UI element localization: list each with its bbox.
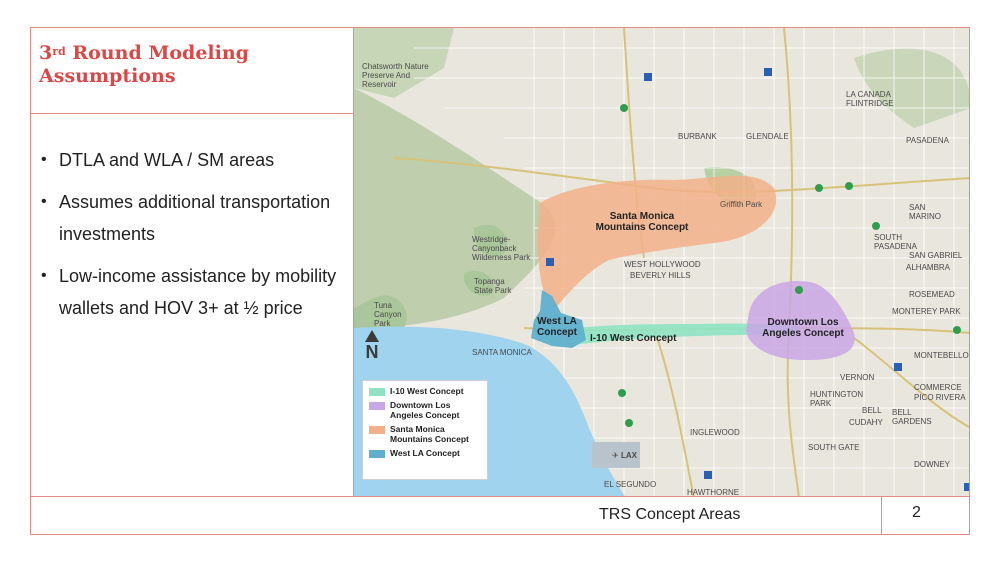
label-beverly-hills: BEVERLY HILLS xyxy=(630,271,691,280)
label-monterey-park: MONTEREY PARK xyxy=(892,307,961,316)
legend-label: Downtown Los Angeles Concept xyxy=(390,400,460,420)
title-superscript: rd xyxy=(52,45,66,58)
legend-label: I-10 West Concept xyxy=(390,386,464,396)
legend-swatch xyxy=(369,450,385,458)
label-pico-rivera: PICO RIVERA xyxy=(914,393,966,402)
footer-bar xyxy=(30,497,882,535)
bullet-item: • DTLA and WLA / SM areas xyxy=(41,144,341,176)
north-label: N xyxy=(365,342,379,362)
label-hawthorne: HAWTHORNE xyxy=(687,488,740,497)
label-south-pasadena: SOUTH PASADENA xyxy=(874,233,917,251)
north-arrow xyxy=(362,330,382,362)
label-tuna-canyon: Tuna Canyon Park xyxy=(374,301,402,328)
legend-swatch xyxy=(369,402,385,410)
label-santa-monica: SANTA MONICA xyxy=(472,348,532,357)
bullet-list xyxy=(41,144,341,334)
legend-item xyxy=(369,448,481,458)
label-huntington-park: HUNTINGTON PARK xyxy=(810,390,864,408)
label-santa-monica-mountains-concept: Santa Monica Mountains Concept xyxy=(595,211,689,233)
label-downtown-la-concept: Downtown Los Angeles Concept xyxy=(762,317,844,339)
label-san-gabriel: SAN GABRIEL xyxy=(909,251,963,260)
label-lax: ✈ LAX xyxy=(612,451,637,460)
legend-item xyxy=(369,424,481,444)
label-griffith: Griffith Park xyxy=(720,200,763,209)
label-el-segundo: EL SEGUNDO xyxy=(604,480,657,489)
bullet-panel xyxy=(30,114,353,497)
label-burbank: BURBANK xyxy=(678,132,717,141)
label-rosemead: ROSEMEAD xyxy=(909,290,955,299)
label-i10-west-concept: I-10 West Concept xyxy=(590,333,677,344)
label-montebello: MONTEBELLO xyxy=(914,351,969,360)
label-bell-gardens: BELL GARDENS xyxy=(892,408,932,426)
plane-icon: ✈ xyxy=(612,451,619,460)
label-inglewood: INGLEWOOD xyxy=(690,428,740,437)
label-alhambra: ALHAMBRA xyxy=(906,263,951,272)
bullet-item: • Assumes additional transportation investments xyxy=(41,186,341,250)
label-la-canada: LA CANADA FLINTRIDGE xyxy=(846,90,894,108)
label-glendale: GLENDALE xyxy=(746,132,789,141)
label-commerce: COMMERCE xyxy=(914,383,962,392)
footer-caption: TRS Concept Areas xyxy=(599,506,741,523)
title-panel xyxy=(30,27,353,114)
slide-title: 3rd Round Modeling Assumptions xyxy=(39,42,249,87)
legend-item xyxy=(369,386,481,396)
map-legend xyxy=(362,380,488,480)
label-bell: BELL xyxy=(862,406,882,415)
label-downey: DOWNEY xyxy=(914,460,950,469)
legend-swatch xyxy=(369,388,385,396)
north-arrow-icon xyxy=(365,330,379,342)
concept-map xyxy=(353,27,970,497)
label-west-hollywood: WEST HOLLYWOOD xyxy=(624,260,701,269)
label-san-marino: SAN MARINO xyxy=(909,203,941,221)
legend-label: West LA Concept xyxy=(390,448,460,458)
label-vernon: VERNON xyxy=(840,373,875,382)
page-number-box xyxy=(882,497,970,535)
label-westridge: Westridge-Canyonback Wilderness Park xyxy=(472,235,531,262)
legend-label: Santa Monica Mountains Concept xyxy=(390,424,469,444)
label-topanga: Topanga State Park xyxy=(474,277,512,295)
label-cudahy: CUDAHY xyxy=(849,418,883,427)
bullet-item: • Low-income assistance by mobility wallets and HOV 3+ at ½ price xyxy=(41,260,341,324)
legend-item xyxy=(369,400,481,420)
label-pasadena: PASADENA xyxy=(906,136,949,145)
label-west-la-concept: West LA Concept xyxy=(537,316,577,338)
label-south-gate: SOUTH GATE xyxy=(808,443,860,452)
page-number: 2 xyxy=(912,504,921,521)
label-chatsworth: Chatsworth Nature Preserve And Reservoir xyxy=(362,62,429,89)
legend-swatch xyxy=(369,426,385,434)
